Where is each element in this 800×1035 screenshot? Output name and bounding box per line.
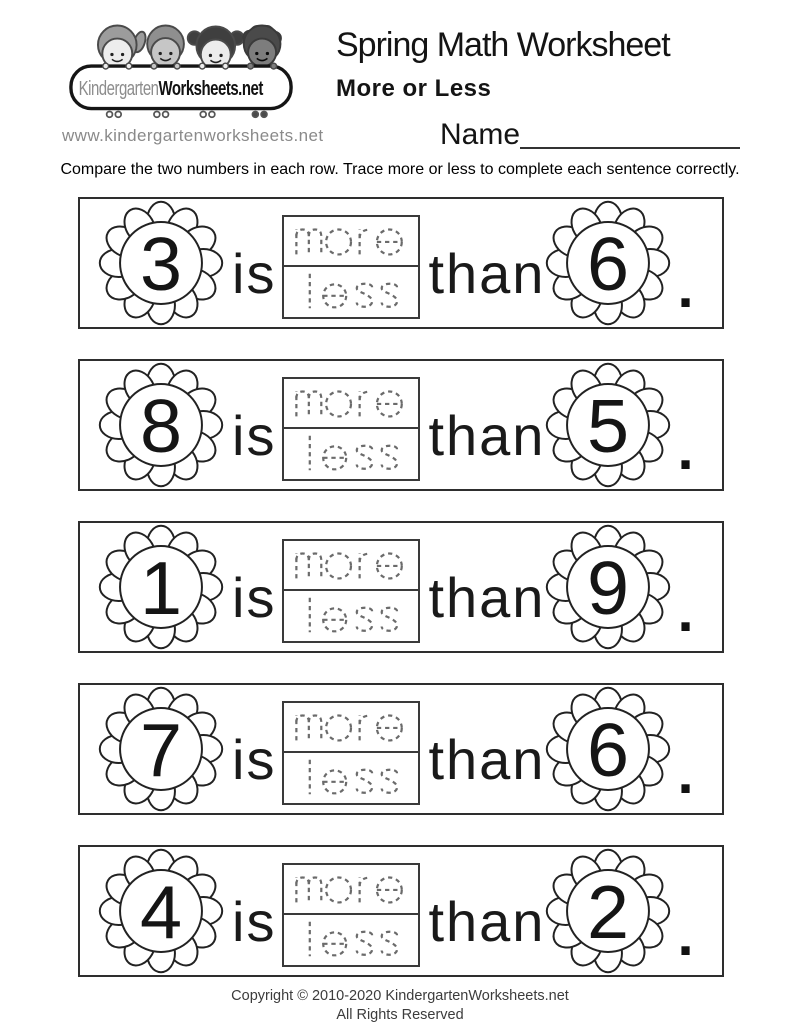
trace-less-cell	[284, 591, 418, 641]
brand-logo	[52, 12, 324, 146]
left-number: 1	[139, 547, 183, 631]
more-less-trace-box	[282, 701, 420, 805]
trace-more-cell	[284, 703, 418, 753]
than-label: than	[428, 565, 546, 629]
rights-text: All Rights Reserved	[336, 1006, 464, 1023]
is-label: is	[232, 565, 277, 629]
name-field	[440, 118, 740, 152]
trace-word-less	[286, 593, 416, 639]
period: .	[677, 254, 694, 320]
trace-less-cell	[284, 267, 418, 317]
period: .	[677, 416, 694, 482]
brand-name-black: Worksheets.net	[158, 76, 263, 100]
website-url: www.kindergartenworksheets.net	[62, 126, 324, 145]
sentence-row-4	[78, 683, 724, 815]
page-title: Spring Math Worksheet	[336, 26, 670, 64]
period: .	[677, 740, 694, 806]
flower-right-icon	[545, 362, 671, 488]
copyright-text: Copyright © 2010-2020 KindergartenWorksheets.net	[231, 988, 569, 1004]
than-label: than	[428, 403, 546, 467]
than-label: than	[428, 241, 546, 305]
more-less-trace-box	[282, 377, 420, 481]
sentence-row-3	[78, 521, 724, 653]
left-number: 7	[139, 709, 183, 793]
instructions-text: Compare the two numbers in each row. Trace more or less to complete each sentence correctly.	[60, 161, 740, 178]
trace-word-more	[286, 704, 416, 750]
sentence-row-5	[78, 845, 724, 977]
is-label: is	[232, 403, 277, 467]
name-blank-line	[520, 147, 740, 149]
period: .	[677, 902, 694, 968]
trace-less-cell	[284, 429, 418, 479]
than-label: than	[428, 727, 546, 791]
is-label: is	[232, 241, 277, 305]
name-label: Name	[440, 118, 521, 151]
left-number: 3	[139, 223, 183, 307]
sentence-row-1	[78, 197, 724, 329]
flower-left-icon	[98, 524, 224, 650]
period: .	[677, 578, 694, 644]
title-block	[336, 26, 670, 103]
right-number: 6	[587, 223, 630, 307]
trace-more-cell	[284, 217, 418, 267]
more-less-trace-box	[282, 215, 420, 319]
than-label: than	[428, 889, 546, 953]
flower-left-icon	[98, 848, 224, 974]
page-subtitle: More or Less	[336, 75, 492, 102]
is-label: is	[232, 727, 277, 791]
brand-name-gray: Kindergarten	[78, 76, 159, 100]
flower-right-icon	[545, 200, 671, 326]
flower-right-icon	[545, 686, 671, 812]
trace-word-less	[286, 755, 416, 801]
trace-more-cell	[284, 865, 418, 915]
right-number: 2	[587, 871, 630, 955]
left-number: 4	[139, 871, 183, 955]
trace-word-less	[286, 917, 416, 963]
trace-less-cell	[284, 753, 418, 803]
left-number: 8	[139, 385, 183, 469]
sentence-row-2	[78, 359, 724, 491]
flower-right-icon	[545, 848, 671, 974]
trace-word-more	[286, 380, 416, 426]
flower-left-icon	[98, 686, 224, 812]
right-number: 5	[587, 385, 630, 469]
trace-word-less	[286, 431, 416, 477]
trace-word-less	[286, 269, 416, 315]
trace-more-cell	[284, 379, 418, 429]
kids-logo-icon	[52, 12, 310, 124]
right-number: 6	[587, 709, 630, 793]
trace-less-cell	[284, 915, 418, 965]
worksheet-rows	[78, 197, 724, 1007]
trace-word-more	[286, 542, 416, 588]
more-less-trace-box	[282, 539, 420, 643]
flower-left-icon	[98, 362, 224, 488]
trace-word-more	[286, 218, 416, 264]
flower-left-icon	[98, 200, 224, 326]
flower-right-icon	[545, 524, 671, 650]
footer	[0, 987, 800, 1025]
is-label: is	[232, 889, 277, 953]
trace-more-cell	[284, 541, 418, 591]
brand-name	[79, 77, 264, 100]
right-number: 9	[587, 547, 630, 631]
trace-word-more	[286, 866, 416, 912]
more-less-trace-box	[282, 863, 420, 967]
